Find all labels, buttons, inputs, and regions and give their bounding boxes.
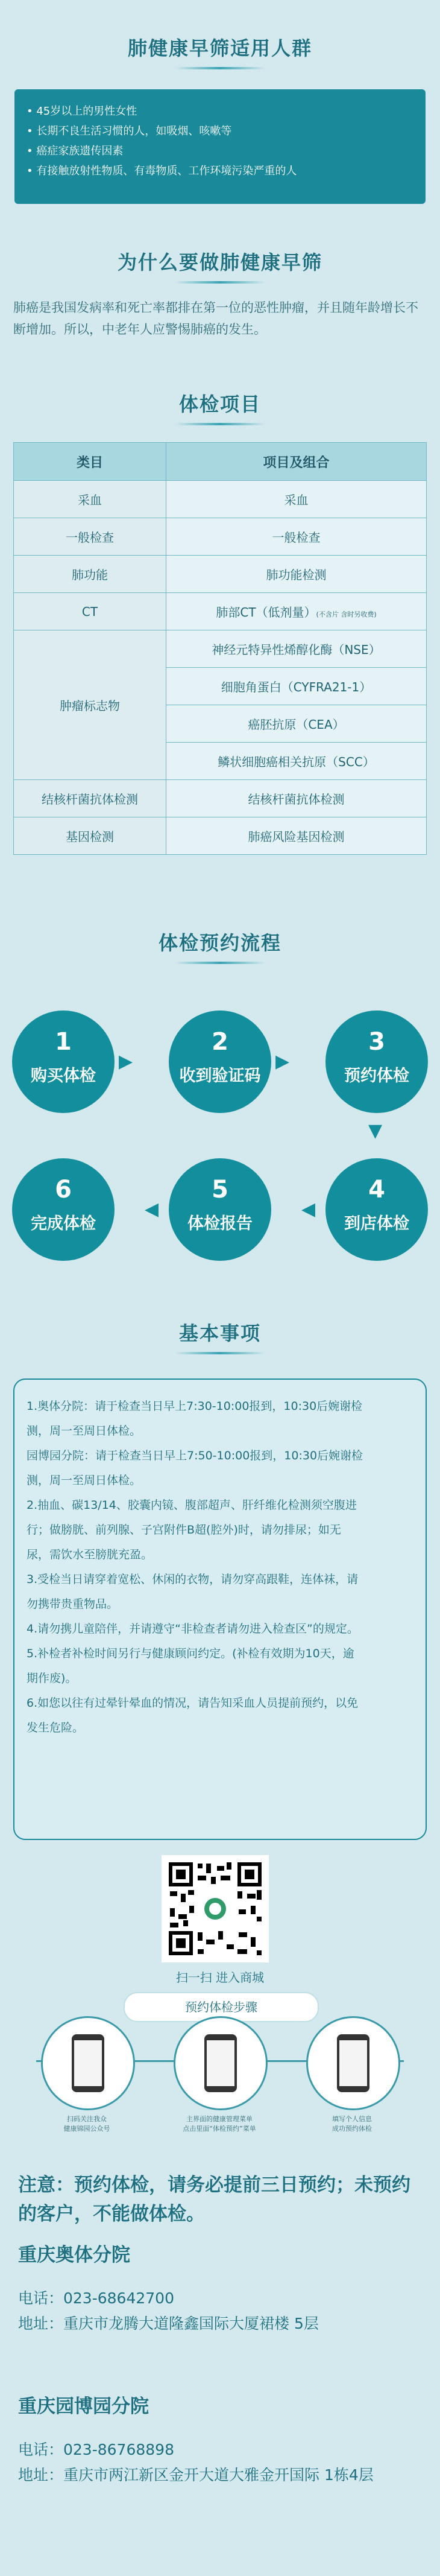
table-cell-item: 肺癌风险基因检测 bbox=[166, 817, 427, 855]
exam-table bbox=[13, 442, 427, 855]
branch-address: 地址：重庆市两江新区金开大道大雅金开国际 1栋4层 bbox=[18, 2466, 374, 2484]
population-title-text: 肺健康早筛适用人群 bbox=[127, 37, 312, 60]
table-cell-category: 肺功能 bbox=[14, 556, 166, 593]
flow-title-text: 体检预约流程 bbox=[158, 931, 281, 954]
note-line: 勿携带贵重物品。 bbox=[27, 1597, 119, 1611]
title-underline bbox=[175, 1352, 265, 1354]
note-line: 2.抽血、碳13/14、胶囊内镜、腹部超声、肝纤维化检测须空腹进 bbox=[27, 1499, 357, 1512]
exam-title bbox=[0, 389, 440, 425]
arrow-down-icon: ▼ bbox=[368, 1120, 383, 1141]
table-cell-category: 基因检测 bbox=[14, 817, 166, 855]
flow-step-6 bbox=[12, 1158, 115, 1261]
population-item: • 45岁以上的男性女性 bbox=[27, 101, 426, 121]
flow-step-label: 完成体检 bbox=[31, 1214, 96, 1233]
table-row bbox=[14, 817, 427, 855]
booking-step-text: 填写个人信息 成功预约体检 bbox=[332, 2115, 372, 2133]
arrow-left-icon: ◀ bbox=[145, 1199, 159, 1220]
note-line: 尿，需饮水至膀胱充盈。 bbox=[27, 1548, 153, 1561]
table-cell-item: 神经元特异性烯醇化酶（NSE） bbox=[166, 630, 427, 668]
table-cell-item: 结核杆菌抗体检测 bbox=[166, 780, 427, 817]
arrow-right-icon: ▶ bbox=[275, 1051, 290, 1072]
qr-code-icon bbox=[166, 1860, 264, 1958]
table-row bbox=[14, 780, 427, 817]
notes-title-text: 基本事项 bbox=[178, 1322, 261, 1345]
booking-notice: 注意：预约体检，请务必提前三日预约；未预约的客户，不能做体检。 bbox=[18, 2174, 410, 2225]
flow-step-5 bbox=[169, 1158, 271, 1261]
phone-icon bbox=[204, 2034, 237, 2092]
table-cell-item: 癌胚抗原（CEA） bbox=[166, 705, 427, 743]
title-underline bbox=[175, 962, 265, 964]
table-row bbox=[14, 593, 427, 630]
table-cell-item: 细胞角蛋白（CYFRA21-1） bbox=[166, 668, 427, 705]
table-header-row bbox=[14, 443, 427, 481]
booking-step-2 bbox=[174, 2016, 268, 2110]
population-box bbox=[14, 89, 426, 204]
note-line: 3.受检当日请穿着宽松、休闲的衣物，请勿穿高跟鞋，连体袜，请 bbox=[27, 1573, 359, 1586]
population-item: • 长期不良生活习惯的人，如吸烟、咳嗽等 bbox=[27, 121, 426, 141]
arrow-right-icon: ▶ bbox=[119, 1051, 133, 1072]
flow-step-3 bbox=[325, 1010, 428, 1113]
table-header: 类目 bbox=[14, 443, 166, 481]
table-cell-category: 采血 bbox=[14, 481, 166, 518]
note-line: 园博园分院：请于检查当日早上7:50-10:00报到，10:30后婉谢检 bbox=[27, 1449, 363, 1462]
why-title bbox=[0, 247, 440, 284]
flow-step-1 bbox=[12, 1010, 115, 1113]
flow-step-number: 6 bbox=[55, 1176, 72, 1204]
title-underline bbox=[175, 281, 265, 284]
flow-step-label: 体检报告 bbox=[187, 1214, 253, 1233]
exam-title-text: 体检项目 bbox=[178, 393, 261, 416]
table-cell-note: (不含片 含时另收费) bbox=[316, 611, 377, 618]
qr-code[interactable] bbox=[162, 1855, 269, 1962]
booking-step-text: 扫码关注我众 健康锦园公众号 bbox=[63, 2115, 110, 2133]
branch-address: 地址：重庆市龙腾大道隆鑫国际大厦裙楼 5层 bbox=[18, 2315, 319, 2332]
note-line: 发生危险。 bbox=[27, 1721, 84, 1734]
qr-caption: 扫一扫 进入商城 bbox=[175, 1970, 265, 1985]
flow-step-label: 购买体检 bbox=[31, 1067, 96, 1085]
table-cell-category: 肿瘤标志物 bbox=[14, 630, 166, 780]
flow-step-label: 预约体检 bbox=[344, 1067, 409, 1085]
table-cell-category: 一般检查 bbox=[14, 518, 166, 556]
title-underline bbox=[175, 67, 265, 69]
notes-box bbox=[13, 1378, 427, 1840]
flow-step-label: 到店体检 bbox=[344, 1214, 409, 1233]
branch-phone[interactable]: 电话：023-68642700 bbox=[18, 2289, 174, 2307]
note-line: 测，周一至周日体检。 bbox=[27, 1424, 142, 1438]
table-cell-item: 采血 bbox=[166, 481, 427, 518]
flow-step-2 bbox=[169, 1010, 271, 1113]
why-paragraph: 肺癌是我国发病率和死亡率都排在第一位的恶性肿瘤，并且随年龄增长不断增加。所以，中老年人应警惕肺癌的发生。 bbox=[13, 300, 418, 337]
flow-step-number: 1 bbox=[55, 1028, 72, 1056]
flow-step-4 bbox=[325, 1158, 428, 1261]
booking-step-text: 主界面的健康管理菜单 点击里面“体检预约”菜单 bbox=[183, 2115, 256, 2133]
flow-step-number: 2 bbox=[212, 1028, 228, 1056]
table-cell-category: CT bbox=[14, 593, 166, 630]
title-underline bbox=[175, 423, 265, 425]
table-cell-item: 一般检查 bbox=[166, 518, 427, 556]
population-item: • 癌症家族遗传因素 bbox=[27, 141, 426, 161]
table-cell-item-text: 肺部CT（低剂量） bbox=[216, 605, 316, 620]
notes-title bbox=[0, 1318, 440, 1354]
booking-steps-label: 预约体检步骤 bbox=[124, 1992, 319, 2022]
table-cell-category: 结核杆菌抗体检测 bbox=[14, 780, 166, 817]
flow-step-number: 5 bbox=[212, 1176, 228, 1204]
table-cell-item bbox=[166, 593, 427, 630]
table-row bbox=[14, 481, 427, 518]
booking-step-1 bbox=[41, 2016, 135, 2110]
table-header: 项目及组合 bbox=[166, 443, 427, 481]
why-title-text: 为什么要做肺健康早筛 bbox=[117, 251, 322, 274]
note-line: 1.奥体分院：请于检查当日早上7:30-10:00报到，10:30后婉谢检 bbox=[27, 1400, 363, 1413]
table-row bbox=[14, 556, 427, 593]
booking-step-3 bbox=[306, 2016, 400, 2110]
note-line: 行；做膀胱、前列腺、子宫附件B超(腔外)时，请勿排尿；如无 bbox=[27, 1523, 341, 1537]
phone-icon bbox=[72, 2034, 104, 2092]
branch-phone[interactable]: 电话：023-86768898 bbox=[18, 2441, 174, 2458]
branch-name: 重庆园博园分院 bbox=[18, 2396, 149, 2417]
table-cell-item: 肺功能检测 bbox=[166, 556, 427, 593]
note-line: 4.请勿携儿童陪伴，并请遵守“非检查者请勿进入检查区”的规定。 bbox=[27, 1622, 359, 1635]
table-row bbox=[14, 518, 427, 556]
note-line: 5.补检者补检时间另行与健康顾问约定。(补检有效期为10天，逾 bbox=[27, 1647, 354, 1660]
flow-title bbox=[0, 928, 440, 964]
flow-step-number: 4 bbox=[368, 1176, 385, 1204]
phone-icon bbox=[337, 2034, 369, 2092]
table-cell-item: 鳞状细胞癌相关抗原（SCC） bbox=[166, 743, 427, 780]
population-item: • 有接触放射性物质、有毒物质、工作环境污染严重的人 bbox=[27, 161, 426, 181]
flow-step-label: 收到验证码 bbox=[179, 1067, 261, 1085]
note-line: 6.如您以往有过晕针晕血的情况，请告知采血人员提前预约，以免 bbox=[27, 1696, 359, 1710]
population-title bbox=[0, 33, 440, 69]
note-line: 期作废)。 bbox=[27, 1672, 77, 1685]
population-list bbox=[14, 89, 426, 181]
branch-name: 重庆奥体分院 bbox=[18, 2244, 130, 2266]
arrow-left-icon: ◀ bbox=[301, 1199, 316, 1220]
table-row bbox=[14, 630, 427, 668]
flow-step-number: 3 bbox=[368, 1028, 385, 1056]
note-line: 测，周一至周日体检。 bbox=[27, 1474, 142, 1487]
